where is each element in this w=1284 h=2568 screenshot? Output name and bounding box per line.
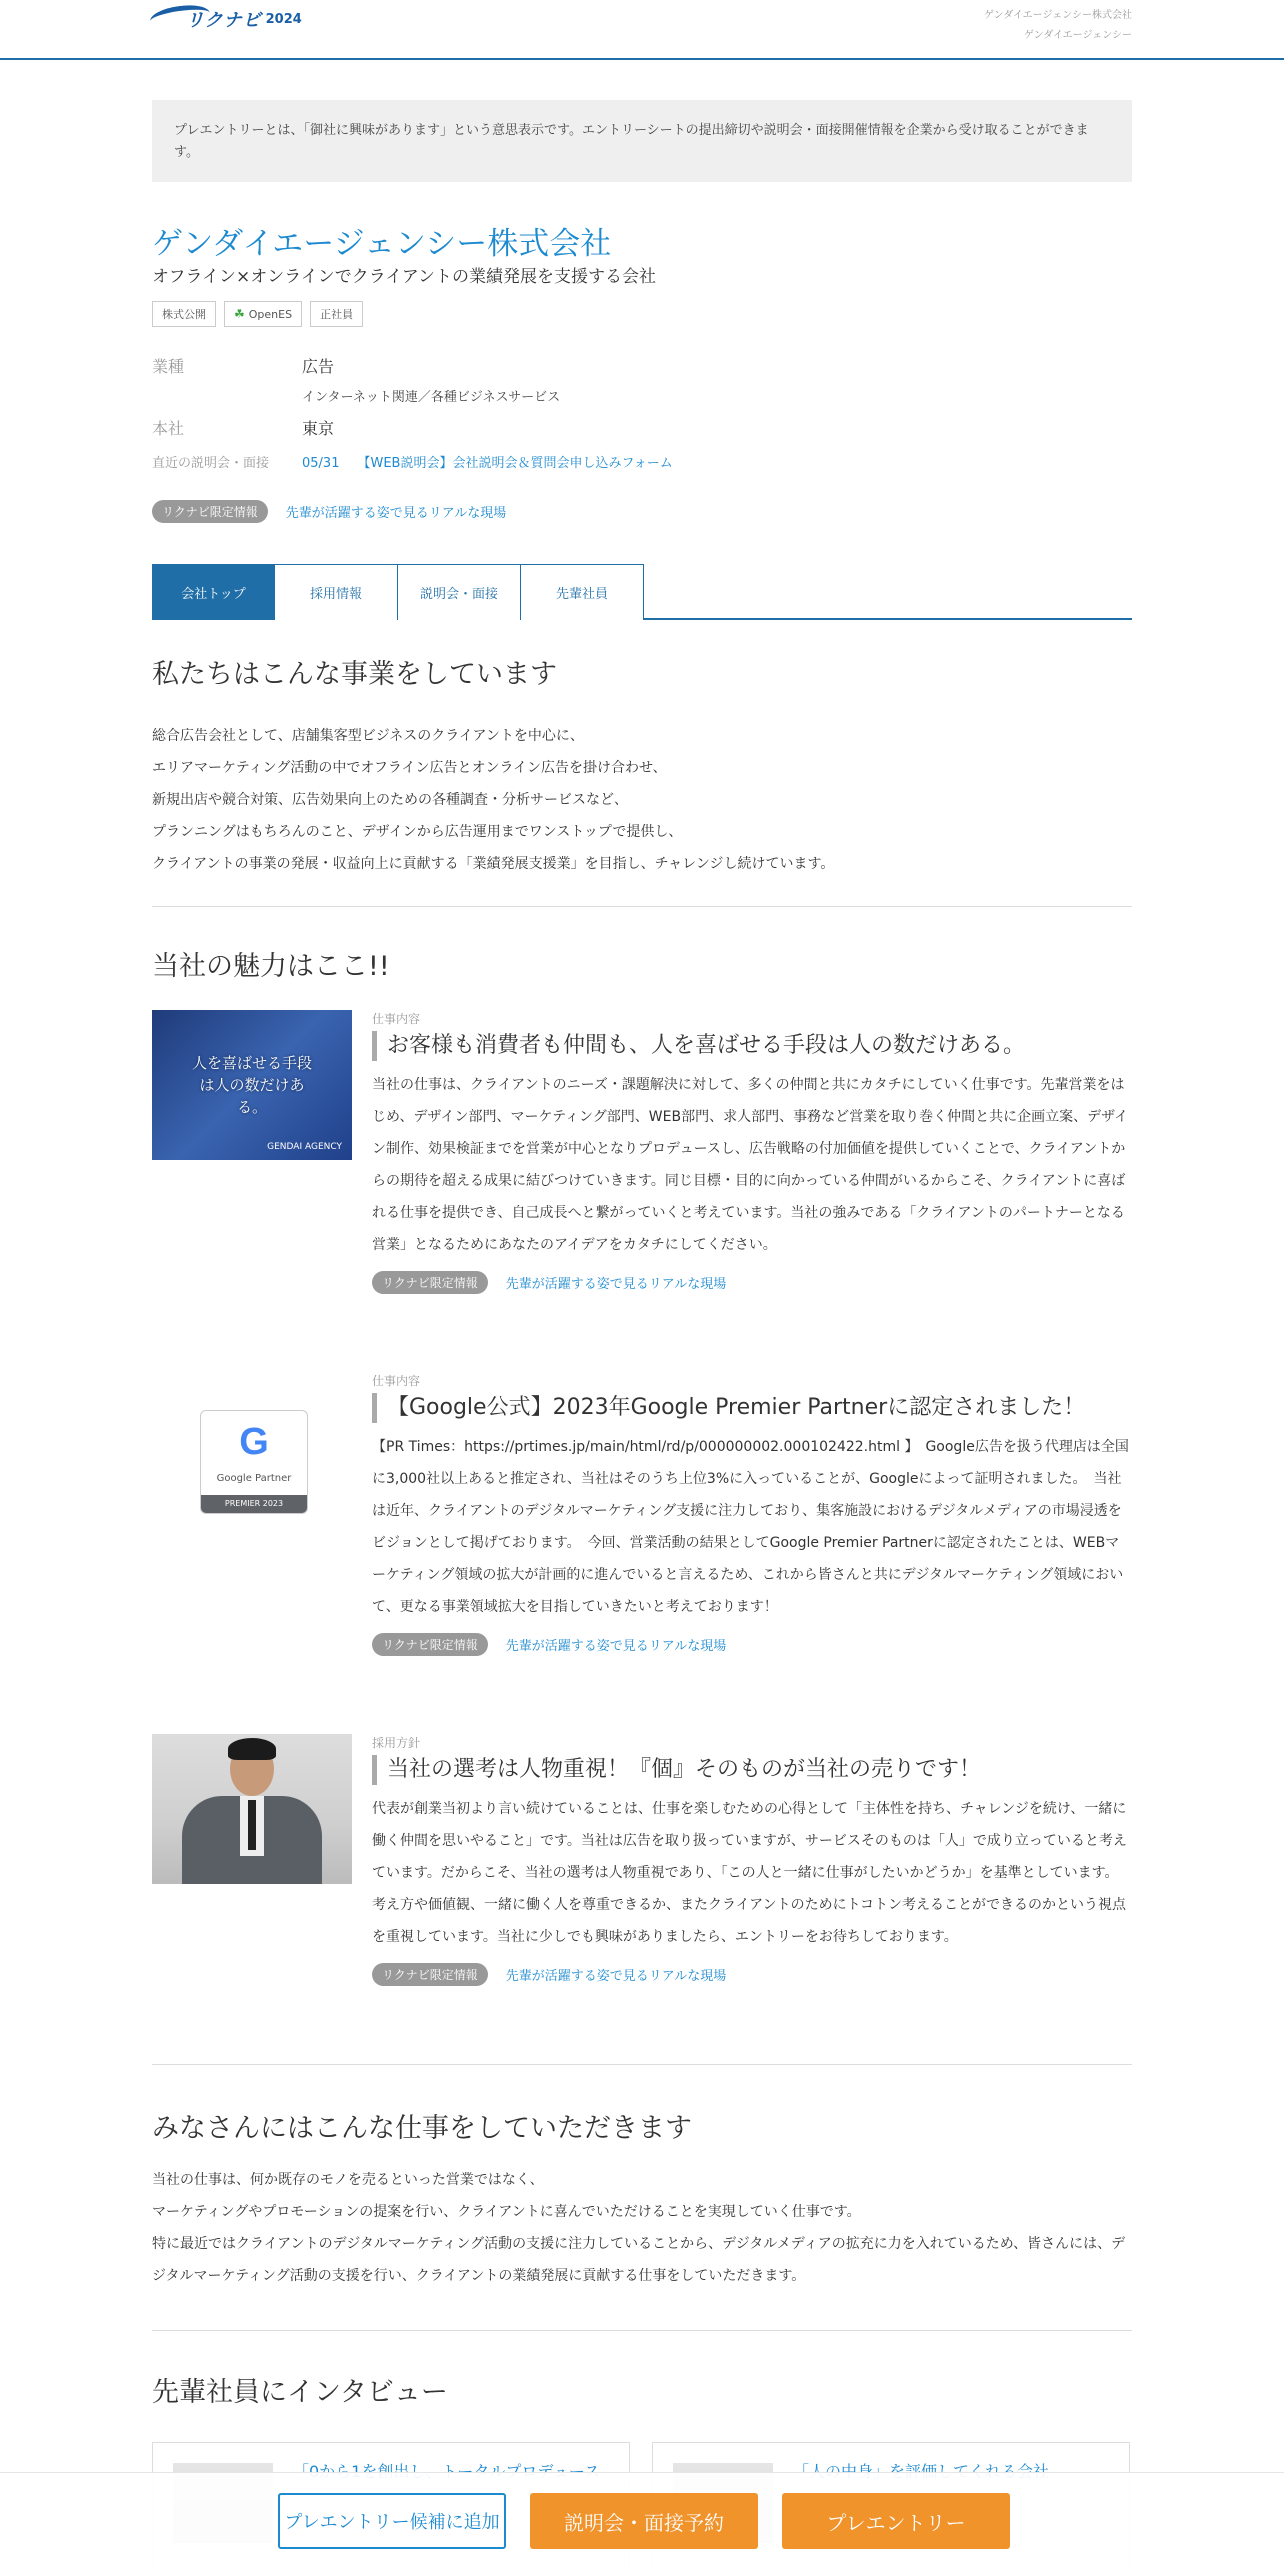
company-catchphrase: オフライン×オンラインでクライアントの業績発展を支援する会社 (152, 267, 657, 287)
limited-link[interactable]: 先輩が活躍する姿で見るリアルな現場 (505, 1277, 727, 1292)
charm-category: 採用方針 (372, 1736, 421, 1750)
limited-link[interactable]: 先輩が活躍する姿で見るリアルな現場 (285, 506, 507, 521)
hq-label: 本社 (152, 419, 185, 438)
charm-text: 代表が創業当初より言い続けていることは、仕事を楽しむための心得として「主体性を持ち、チャレンジを続け、一緒に働く仲間を思いやること」です。当社は広告を取り扱っていますが、サービスそのものは「人」で成り立っていると考えています。だからこそ、当社の選考は人物重視であり、「この人と一緒に仕事がしたいかどうか」を基準としています。考え方や価値観、一緒に働く人を尊重できるか、またクライアントのためにトコトン考えることができるのかという視点を重視しています。当社に少しでも興味がありましたら、エントリーをお待ちしております。 (372, 1801, 1127, 1945)
google-partner-label: Google Partner (216, 1473, 292, 1484)
logo-year: 2024 (265, 11, 302, 27)
industry-row (152, 354, 1132, 377)
limited-badge: リクナビ限定情報 (372, 1963, 488, 1986)
tag-fulltime: 正社員 (310, 301, 363, 327)
limited-link[interactable]: 先輩が活躍する姿で見るリアルな現場 (505, 1639, 727, 1654)
charm-heading: 【Google公式】2023年Google Premier Partnerに認定されました！ (372, 1393, 1132, 1423)
company-name: ゲンダイエージェンシー株式会社 (152, 226, 612, 262)
tag-openes: ☘ OpenES (224, 301, 302, 327)
limited-info-row (152, 500, 1132, 523)
tab-seniors[interactable]: 先輩社員 (521, 564, 644, 620)
event-title: 【WEB説明会】会社説明会＆質問会申し込みフォーム (357, 456, 673, 471)
charm-text: 【PR Times：https://prtimes.jp/main/html/rd/p/000000002.000102422.html 】 Google広告を扱う代理店は全国に3,000社以上あると推定され、当社はそのうち上位3%に入っていることが、Googleによって証明されました。 当社は近年、クライアントのデジタルマーケティング支援に注力しており、集客施設におけるデジタルメディアの市場浸透をビジョンとして掲げております。 今回、営業活動の結果としてGoogle Premier Partnerに認定されたことは、WEBマーケティング領域の拡大が計画的に進んでいると言えるため、これから皆さんと共にデジタルマーケティング領域において、更なる事業領域拡大を目指していきたいと考えております！ (372, 1439, 1129, 1615)
header-company (984, 6, 1132, 46)
divider (152, 2064, 1132, 2065)
tag-listed: 株式公開 (152, 301, 216, 327)
limited-badge: リクナビ限定情報 (372, 1271, 488, 1294)
charm-heading: お客様も消費者も仲間も、人を喜ばせる手段は人の数だけある。 (372, 1031, 1132, 1061)
charm-title: 当社の魅力はここ!! (152, 951, 390, 982)
work-text: 当社の仕事は、何か既存のモノを売るといった営業ではなく、 マーケティングやプロモーションの提案を行い、クライアントに喜んでいただけることを実現していく仕事です。 特に最近ではクライアントのデジタルマーケティング活動の支援に注力していることから、デジタルメディアの拡充に力を入れているため、皆さんには、デジタルマーケティング活動の支援を行い、クライアントの業績発展に貢献する仕事をしていただきます。 (152, 2172, 1126, 2284)
company-tags (152, 301, 1132, 327)
pre-entry-button[interactable]: プレエントリー (782, 2493, 1010, 2549)
hq-row (152, 416, 1132, 439)
header-company-name: ゲンダイエージェンシー株式会社 (983, 10, 1132, 21)
google-g-icon: G (239, 1421, 269, 1463)
tab-company-top[interactable]: 会社トップ (152, 564, 275, 620)
rikunabi-logo[interactable] (152, 2, 302, 36)
work-title: みなさんにはこんな仕事をしていただきます (152, 2113, 692, 2144)
charm-image-caption: 人を喜ばせる手段は人の数だけある。 (192, 1054, 313, 1116)
divider (152, 2330, 1132, 2331)
divider (152, 906, 1132, 907)
google-partner-badge (152, 1372, 352, 1522)
charm-image-brand: GENDAI AGENCY (267, 1142, 342, 1152)
hq-value: 東京 (302, 419, 335, 438)
charm-category: 仕事内容 (372, 1012, 421, 1026)
header-company-short: ゲンダイエージェンシー (1023, 30, 1132, 41)
event-link[interactable] (302, 452, 673, 471)
premier-label: PREMIER 2023 (201, 1495, 307, 1513)
pre-entry-notice: プレエントリーとは、「御社に興味があります」という意思表示です。エントリーシートの提出締切や説明会・面接開催情報を企業から受け取ることができます。 (152, 100, 1132, 182)
interview-title: 先輩社員にインタビュー (152, 2377, 448, 2408)
seminar-reserve-button[interactable]: 説明会・面接予約 (530, 2493, 758, 2549)
industry-sub: インターネット関連／各種ビジネスサービス (302, 390, 561, 405)
limited-badge: リクナビ限定情報 (372, 1633, 488, 1656)
clover-icon: ☘ (234, 307, 245, 321)
limited-badge: リクナビ限定情報 (152, 500, 268, 523)
tab-recruit-info[interactable]: 採用情報 (275, 564, 398, 620)
charm-category: 仕事内容 (372, 1374, 421, 1388)
charm-image-team (152, 1010, 352, 1160)
site-header (0, 0, 1284, 60)
bottom-action-bar (0, 2472, 1284, 2568)
charm-text: 当社の仕事は、クライアントのニーズ・課題解決に対して、多くの仲間と共にカタチにしていく仕事です。先輩営業をはじめ、デザイン部門、マーケティング部門、WEB部門、求人部門、事務など営業を取り巻く仲間と共に企画立案、デザイン制作、効果検証までを営業が中心となりプロデュースし、広告戦略の付加価値を提供していくことで、クライアントからの期待を超える成果に結びつけていきます。同じ目標・目的に向かっている仲間がいるからこそ、クライアントに喜ばれる仕事を提供でき、自己成長へと繋がっていくと考えています。当社の強みである「クライアントのパートナーとなる営業」となるためにあなたのアイデアをカタチにしてください。 (372, 1077, 1129, 1253)
add-candidate-button[interactable]: プレエントリー候補に追加 (278, 2493, 506, 2549)
event-label: 直近の説明会・面接 (152, 456, 270, 471)
tab-seminar[interactable]: 説明会・面接 (398, 564, 521, 620)
logo-text: リクナビ (186, 10, 262, 31)
event-date: 05/31 (302, 456, 340, 471)
limited-link[interactable]: 先輩が活躍する姿で見るリアルな現場 (505, 1969, 727, 1984)
business-text: 総合広告会社として、店舗集客型ビジネスのクライアントを中心に、 エリアマーケティング活動の中でオフライン広告とオンライン広告を掛け合わせ、 新規出店や競合対策、広告効果向上のための各種調査・分析サービスなど、 プランニングはもちろんのこと、デザインから広告運用までワンストップで提供し、 クライアントの事業の発展・収益向上に貢献する「業績発展支援業」を目指し、チャレンジし続けています。 (152, 728, 835, 872)
business-title: 私たちはこんな事業をしています (152, 659, 557, 690)
charm-heading: 当社の選考は人物重視！『個』そのものが当社の売りです！ (372, 1755, 1132, 1785)
industry-value: 広告 (302, 357, 335, 376)
charm-image-person (152, 1734, 352, 1884)
company-tabs (152, 564, 1132, 620)
industry-label: 業種 (152, 357, 185, 376)
event-row (152, 452, 1132, 471)
